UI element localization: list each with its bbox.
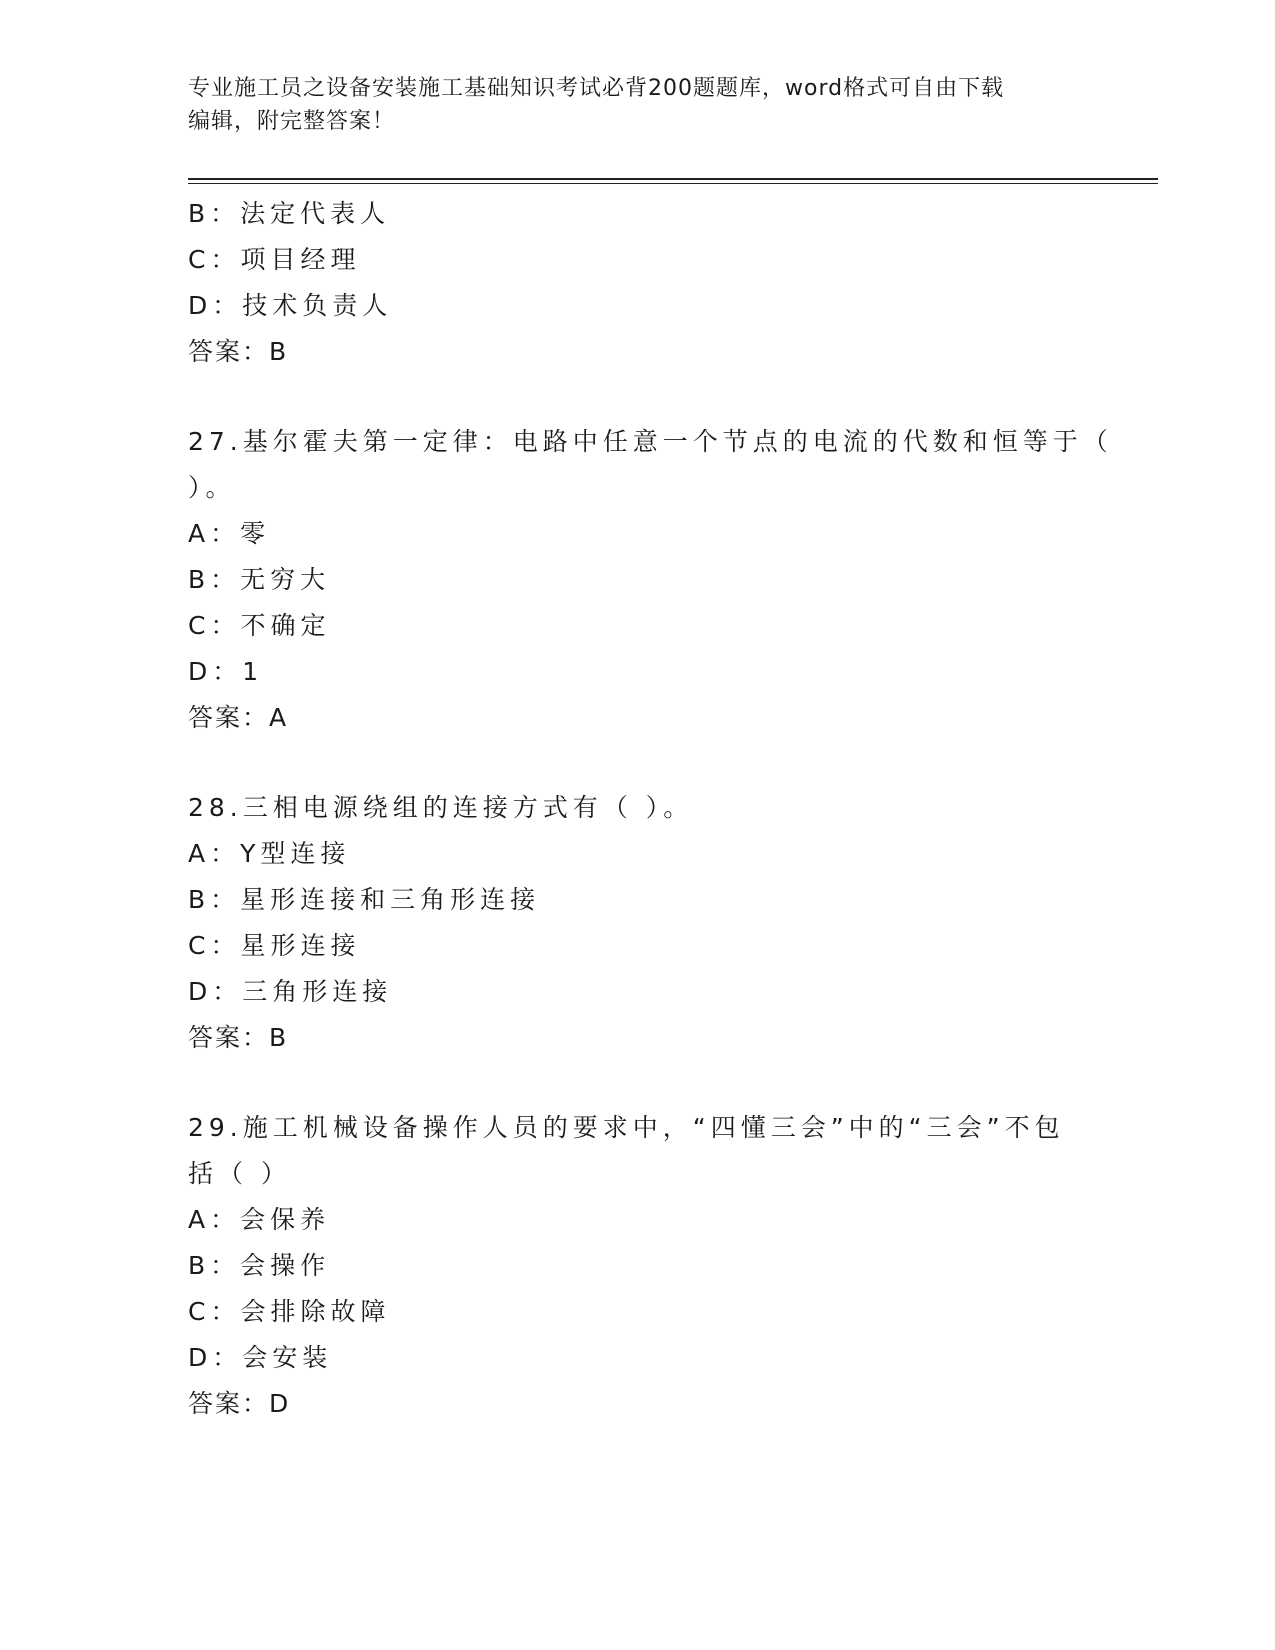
question-26-tail [188, 191, 1088, 375]
option-d: D：1 [188, 657, 264, 686]
question-stem-continued: 括（ ） [188, 1159, 291, 1188]
document-header [188, 72, 1068, 138]
header-line-1: 专业施工员之设备安装施工基础知识考试必背200题题库，word格式可自由下载 [188, 76, 1005, 101]
option-b: B：会操作 [188, 1251, 331, 1280]
option-b: B：无穷大 [188, 565, 331, 594]
question-stem: 28.三相电源绕组的连接方式有（ ）。 [188, 793, 694, 822]
option-c: C：会排除故障 [188, 1297, 391, 1326]
answer: 答案：B [188, 337, 289, 366]
spacer [188, 375, 1088, 419]
spacer [188, 741, 1088, 785]
question-stem: 27.基尔霍夫第一定律：电路中任意一个节点的电流的代数和恒等于（ [188, 427, 1113, 456]
option-a: A：Y型连接 [188, 839, 351, 868]
option-d: D：技术负责人 [188, 291, 393, 320]
option-d: D：会安装 [188, 1343, 333, 1372]
option-d: D：三角形连接 [188, 977, 393, 1006]
option-b: B：法定代表人 [188, 199, 391, 228]
answer: 答案：D [188, 1389, 291, 1418]
question-27 [188, 419, 1113, 741]
answer: 答案：B [188, 1023, 289, 1052]
question-28 [188, 785, 1088, 1061]
header-divider-thin [188, 183, 1158, 184]
option-c: C：不确定 [188, 611, 331, 640]
question-content [188, 191, 1113, 1427]
option-b: B：星形连接和三角形连接 [188, 885, 541, 914]
question-stem-continued: ）。 [188, 473, 236, 502]
option-c: C：星形连接 [188, 931, 361, 960]
option-a: A：零 [188, 519, 271, 548]
option-c: C：项目经理 [188, 245, 361, 274]
header-line-2: 编辑，附完整答案！ [188, 109, 396, 134]
spacer [188, 1061, 1088, 1105]
header-divider-thick [188, 178, 1158, 180]
option-a: A：会保养 [188, 1205, 331, 1234]
question-29 [188, 1105, 1088, 1427]
answer: 答案：A [188, 703, 289, 732]
question-stem: 29.施工机械设备操作人员的要求中，“四懂三会”中的“三会”不包 [188, 1113, 1065, 1142]
